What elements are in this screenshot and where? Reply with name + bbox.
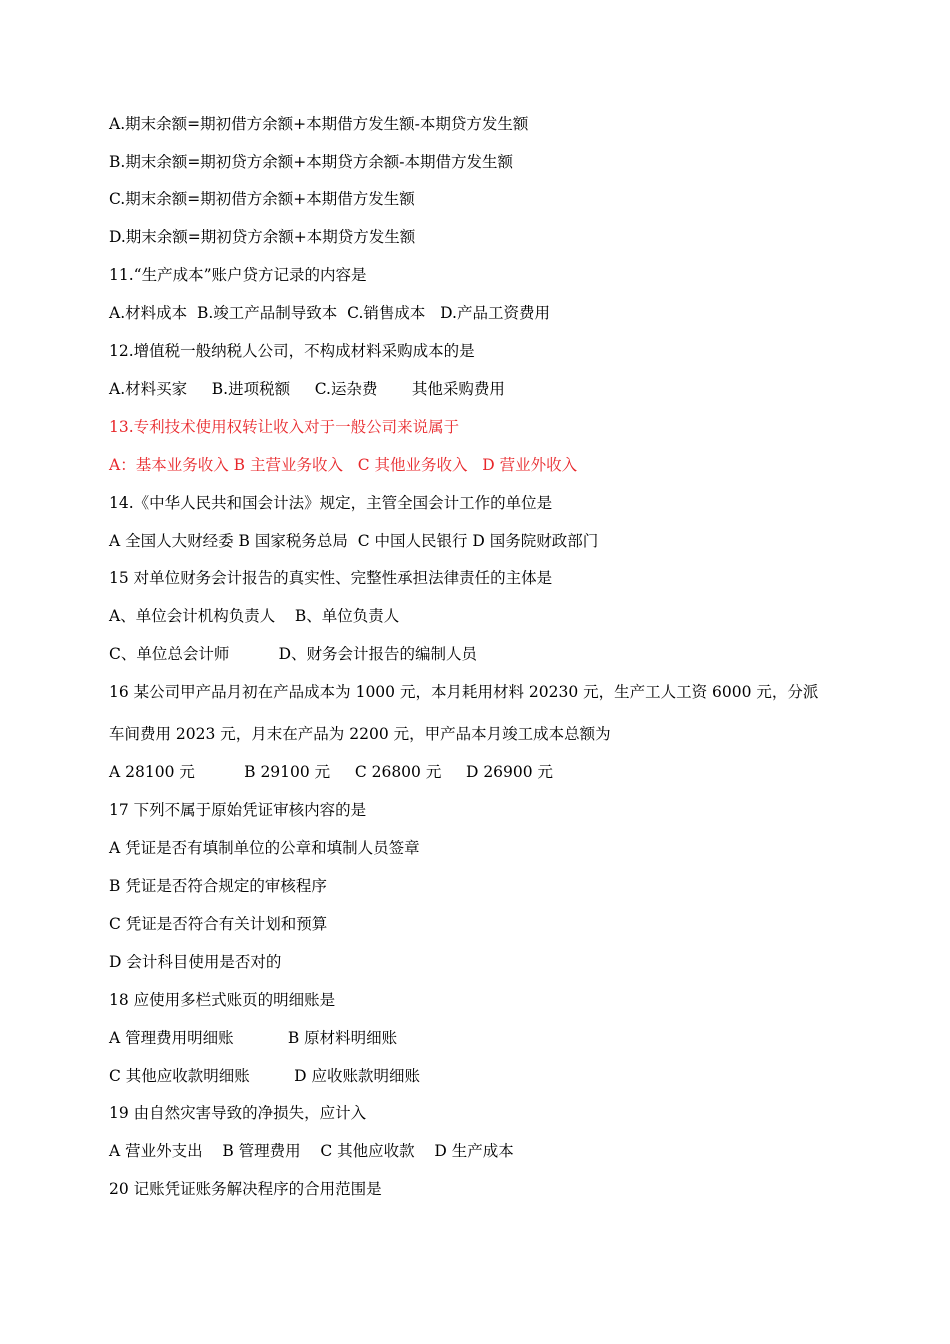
question-17-option-a: A 凭证是否有填制单位的公章和填制人员签章 [109, 839, 420, 857]
question-20: 20 记账凭证账务解决程序的合用范围是 [109, 1180, 382, 1198]
question-12-options: A.材料买家 B.进项税额 C.运杂费 其他采购费用 [109, 380, 505, 398]
question-15: 15 对单位财务会计报告的真实性、完整性承担法律责任的主体是 [109, 569, 553, 587]
question-14-options: A 全国人大财经委 B 国家税务总局 C 中国人民银行 D 国务院财政部门 [109, 532, 599, 550]
question-16-part-2: 车间费用 2023 元，月末在产品为 2200 元，甲产品本月竣工成本总额为 [109, 725, 611, 743]
question-17-option-d: D 会计科目使用是否对的 [109, 953, 282, 971]
question-18: 18 应使用多栏式账页的明细账是 [109, 991, 336, 1009]
question-18-options-cd: C 其他应收款明细账 D 应收账款明细账 [109, 1067, 420, 1085]
question-16-options: A 28100 元 B 29100 元 C 26800 元 D 26900 元 [109, 763, 554, 781]
question-11-options: A.材料成本 B.竣工产品制导致本 C.销售成本 D.产品工资费用 [109, 304, 550, 322]
question-15-options-ab: A、单位会计机构负责人 B、单位负责人 [109, 607, 400, 625]
question-13-options-highlighted: A：基本业务收入 B 主营业务收入 C 其他业务收入 D 营业外收入 [109, 456, 578, 474]
question-19-options: A 营业外支出 B 管理费用 C 其他应收款 D 生产成本 [109, 1142, 514, 1160]
question-17-option-b: B 凭证是否符合规定的审核程序 [109, 877, 327, 895]
question-17: 17 下列不属于原始凭证审核内容的是 [109, 801, 367, 819]
question-11: 11.“生产成本”账户贷方记录的内容是 [109, 266, 367, 284]
question-14: 14.《中华人民共和国会计法》规定，主管全国会计工作的单位是 [109, 494, 553, 512]
option-line-b: B.期末余额=期初贷方余额+本期贷方余额-本期借方发生额 [109, 153, 514, 171]
question-15-options-cd: C、单位总会计师 D、财务会计报告的编制人员 [109, 645, 478, 663]
question-17-option-c: C 凭证是否符合有关计划和预算 [109, 915, 328, 933]
option-line-a: A.期末余额=期初借方余额+本期借方发生额-本期贷方发生额 [109, 115, 529, 133]
question-13-highlighted: 13.专利技术使用权转让收入对于一般公司来说属于 [109, 418, 460, 436]
question-19: 19 由自然灾害导致的净损失，应计入 [109, 1104, 367, 1122]
option-line-d: D.期末余额=期初贷方余额+本期贷方发生额 [109, 228, 416, 246]
question-12: 12.增值税一般纳税人公司，不构成材料采购成本的是 [109, 342, 475, 360]
question-18-options-ab: A 管理费用明细账 B 原材料明细账 [109, 1029, 398, 1047]
option-line-c: C.期末余额=期初借方余额+本期借方发生额 [109, 190, 415, 208]
question-16-part-1: 16 某公司甲产品月初在产品成本为 1000 元，本月耗用材料 20230 元，生产工人工资 6000 元，分派 [109, 683, 819, 701]
